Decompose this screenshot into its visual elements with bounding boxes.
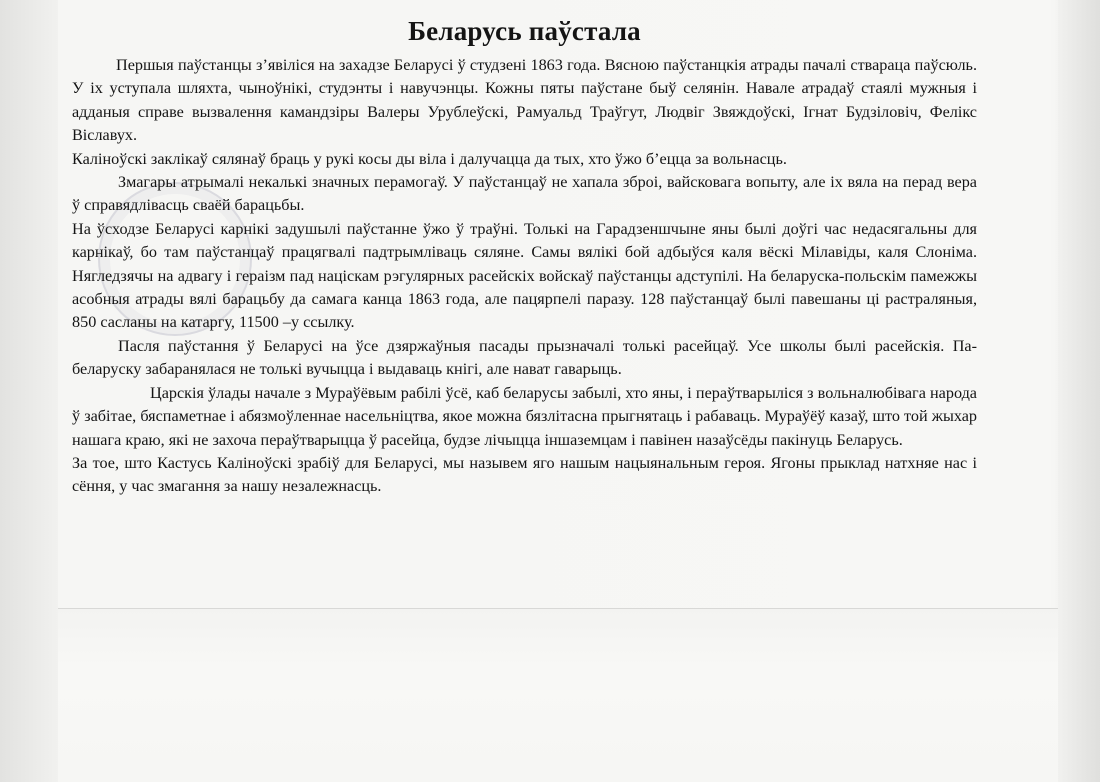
paragraph-muravyov: Царскія ўлады начале з Мураўёвым рабілі ўсё, каб беларусы забылі, хто яны, і пераўтварыліся з вольналюбівага народа ў забітае, бяспаметнае і абязмоўленнае насельніцтва, якое можна бязлітасна прыгнятаць і рабаваць. Мураўёў казаў, што той жыхар нашага краю, які не захоча пераўтварыцца ў расейца, будзе лічыцца іншаземцам і павінен назаўсёды пакінуць Беларусь.	[72, 383, 977, 449]
paper-lower-flap	[58, 609, 1058, 782]
paragraph-suppression: На ўсходзе Беларусі карнікі задушылі паўстанне ўжо ў траўні. Толькі на Гарадзеншчыне яны былі доўгі час недасягальны для карнікаў, бо там паўстанцаў працягвалі падтрымліваць сяляне. Самы вялікі бой адбыўся каля вёскі Мілавіды, каля Слоніма. Нягледзячы на адвагу і гераізм пад націскам рэгулярных расейскіх войскаў паўстанцы адступілі. На беларуска-польскім памежжы асобныя атрады вялі барацьбу да самага канца 1863 года, але пацярпелі паразу. 128 паўстанцаў былі павешаны ці растраляныя, 850 сасланы на катаргу, 11500 –у ссылку.	[72, 219, 977, 332]
paper-left-edge	[0, 0, 58, 782]
paragraph-national-hero: За тое, што Кастусь Каліноўскі зрабіў для Беларусі, мы назывем яго нашым нацыянальным героя. Ягоны прыклад натхняе нас і сёння, у час змагання за нашу незалежнасць.	[72, 453, 977, 496]
paragraph-first-rebels: Першыя паўстанцы з’явіліся на захадзе Беларусі ў студзені 1863 года. Вясною паўстанцкія атрады пачалі ствараца паўсюль. У іх уступала шляхта, чыноўнікі, студэнты і навучэнцы. Кожны пяты паўстане быў селянін. Навале атрадаў стаялі мужныя і адданыя справе вызвалення камандзіры Валеры Урублеўскі, Рамуальд Траўгут, Людвіг Звяждоўскі, Ігнат Будзіловіч, Фелікс Віславух.	[72, 56, 977, 145]
paragraph-victories: Змагары атрымалі некалькі значных перамогаў. У паўстанцаў не хапала зброі, вайсковага вопыту, але іх вяла на перад вера ў справядлівасць сваёй барацьбы.	[72, 173, 977, 215]
paper-right-edge	[1058, 0, 1100, 782]
paragraph-after-uprising: Пасля паўстання ў Беларусі на ўсе дзяржаўныя пасады прызначалі толькі расейцаў. Усе школы былі расейскія. Па-беларуску забаранялася не толькі вучыцца і выдаваць кнігі, але нават гаварыць.	[72, 336, 977, 379]
document-body	[72, 14, 977, 499]
paragraph-kalinouski-call: Каліноўскі заклікаў сялянаў браць у рукі косы ды віла і далучацца да тых, хто ўжо б’ецца за вольнасць.	[72, 149, 787, 168]
document-title: Беларусь паўстала	[408, 16, 641, 46]
